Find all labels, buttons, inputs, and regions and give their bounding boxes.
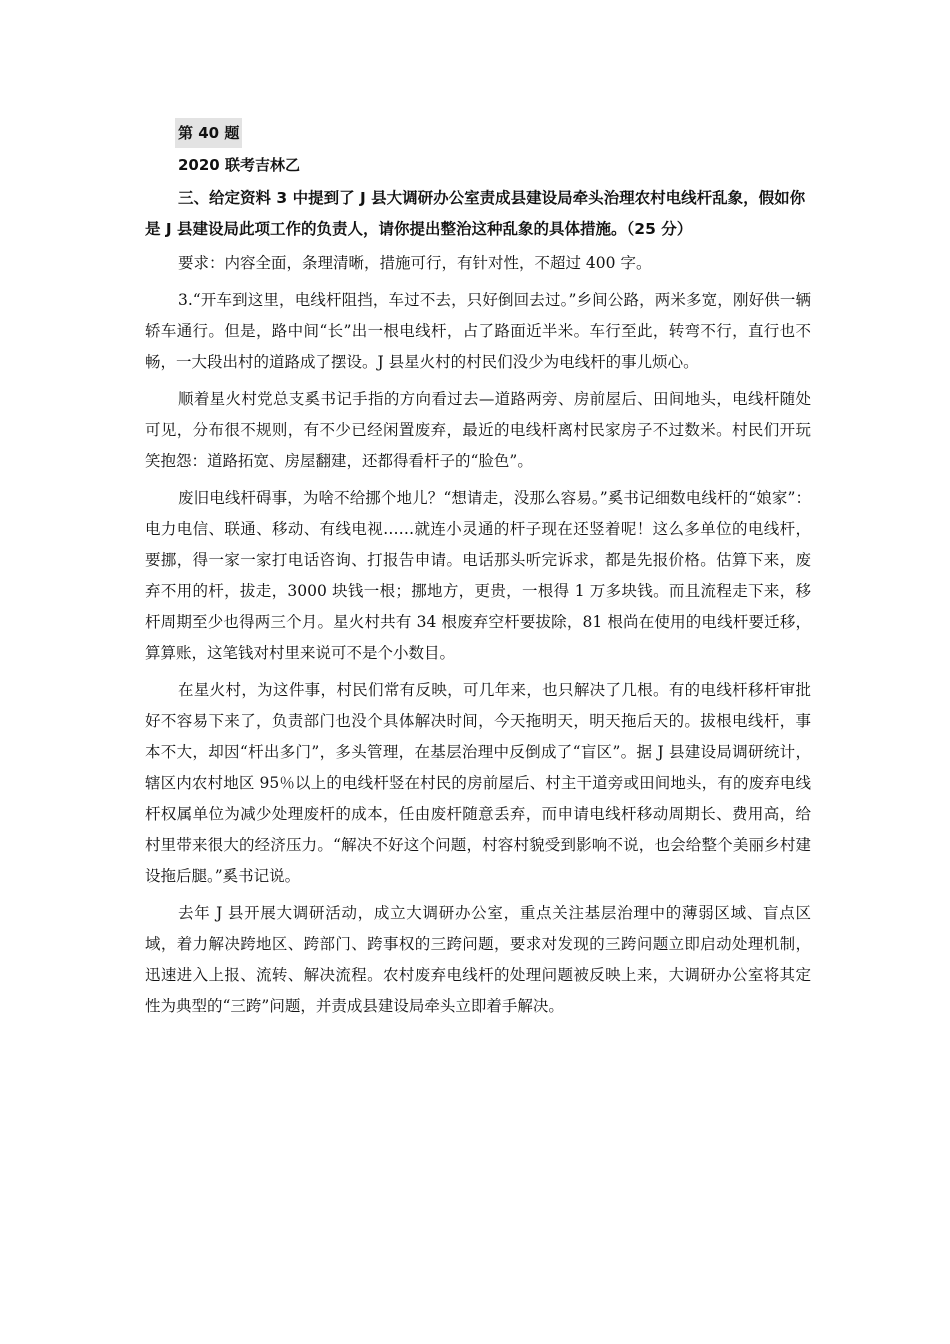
- material-paragraph-3: 废旧电线杆碍事，为啥不给挪个地儿？“想请走，没那么容易。”奚书记细数电线杆的“娘家”：电力电信、联通、移动、有线电视……就连小灵通的杆子现在还竖着呢！这么多单位的电线杆，要挪，得一家一家打电话咨询、打报告申请。电话那头听完诉求，都是先报价格。估算下来，废弃不用的杆，拔走，3000 块钱一根；挪地方，更贵，一根得 1 万多块钱。而且流程走下来，移杆周期至少也得两三个月。星火村共有 34 根废弃空杆要拔除，81 根尚在使用的电线杆要迁移，算算账，这笔钱对村里来说可不是个小数目。: [145, 489, 811, 662]
- question-text: 三、给定资料 3 中提到了 J 县大调研办公室责成县建设局牵头治理农村电线杆乱象，假如你是 J 县建设局此项工作的负责人，请你提出整治这种乱象的具体措施。（25 分）: [145, 189, 806, 238]
- material-paragraph-5: 去年 J 县开展大调研活动，成立大调研办公室，重点关注基层治理中的薄弱区域、盲点区域，着力解决跨地区、跨部门、跨事权的三跨问题，要求对发现的三跨问题立即启动处理机制，迅速进入上报、流转、解决流程。农村废弃电线杆的处理问题被反映上来，大调研办公室将其定性为典型的“三跨”问题，并责成县建设局牵头立即着手解决。: [145, 904, 811, 1015]
- material-paragraph-1: 3.“开车到这里，电线杆阻挡，车过不去，只好倒回去过。”乡间公路，两米多宽，刚好供一辆轿车通行。但是，路中间“长”出一根电线杆，占了路面近半米。车行至此，转弯不行，直行也不畅，一大段出村的道路成了摆设。J 县星火村的村民们没少为电线杆的事儿烦心。: [145, 291, 811, 371]
- requirement-text: 要求：内容全面，条理清晰，措施可行，有针对性，不超过 400 字。: [178, 254, 652, 272]
- exam-source: 2020 联考吉林乙: [178, 156, 300, 174]
- document-content: [145, 118, 811, 1022]
- material-paragraph-4: 在星火村，为这件事，村民们常有反映，可几年来，也只解决了几根。有的电线杆移杆审批好不容易下来了，负责部门也没个具体解决时间，今天拖明天，明天拖后天的。拔根电线杆，事本不大，却因“杆出多门”，多头管理，在基层治理中反倒成了“盲区”。据 J 县建设局调研统计，辖区内农村地区 95％以上的电线杆竖在村民的房前屋后、村主干道旁或田间地头，有的废弃电线杆权属单位为减少处理废杆的成本，任由废杆随意丢弃，而申请电线杆移动周期长、费用高，给村里带来很大的经济压力。“解决不好这个问题，村容村貌受到影响不说，也会给整个美丽乡村建设拖后腿。”奚书记说。: [145, 681, 811, 885]
- question-number: 第 40 题: [175, 118, 242, 148]
- question-number-row: [145, 118, 811, 148]
- material-paragraph-2: 顺着星火村党总支奚书记手指的方向看过去—道路两旁、房前屋后、田间地头，电线杆随处可见，分布很不规则，有不少已经闲置废弃，最近的电线杆离村民家房子不过数米。村民们开玩笑抱怨：道路拓宽、房屋翻建，还都得看杆子的“脸色”。: [145, 390, 811, 470]
